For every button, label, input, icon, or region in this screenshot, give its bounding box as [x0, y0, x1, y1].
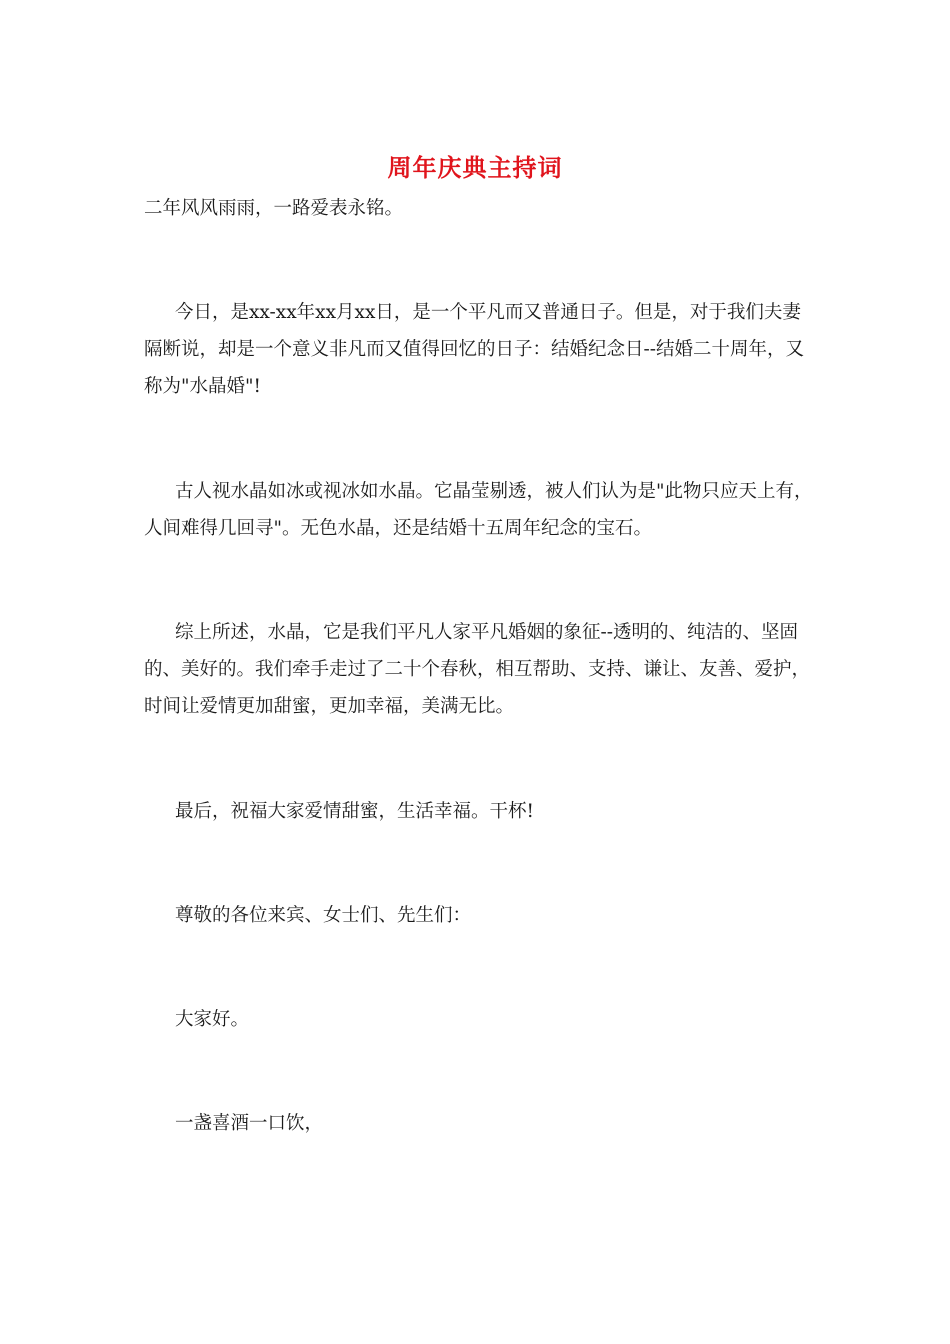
paragraph-opening: 二年风风雨雨，一路爱表永铭。	[144, 198, 404, 219]
paragraph-toast: 最后，祝福大家爱情甜蜜，生活幸福。干杯!	[175, 801, 534, 822]
document-title: 周年庆典主持词	[387, 153, 563, 182]
paragraph-summary: 综上所述，水晶，它是我们平凡人家平凡婚姻的象征--透明的、纯洁的、坚固的、美好的。我们牵手走过了二十个春秋，相互帮助、支持、谦让、友善、爱护，时间让爱情更加甜蜜，更加幸福，美满无比。	[144, 622, 811, 717]
paragraph-anniversary-date: 今日，是xx-xx年xx月xx日，是一个平凡而又普通日子。但是，对于我们夫妻隔断说，却是一个意义非凡而又值得回忆的日子：结婚纪念日--结婚二十周年，又称为"水晶婚"!	[144, 302, 805, 397]
paragraph-crystal-meaning: 古人视水晶如冰或视冰如水晶。它晶莹剔透，被人们认为是"此物只应天上有，人间难得几回寻"。无色水晶，还是结婚十五周年纪念的宝石。	[144, 481, 813, 539]
paragraph-wine-line: 一盏喜酒一口饮，	[175, 1113, 324, 1134]
paragraph-greeting: 尊敬的各位来宾、女士们、先生们：	[175, 905, 472, 926]
paragraph-hello: 大家好。	[175, 1009, 250, 1030]
